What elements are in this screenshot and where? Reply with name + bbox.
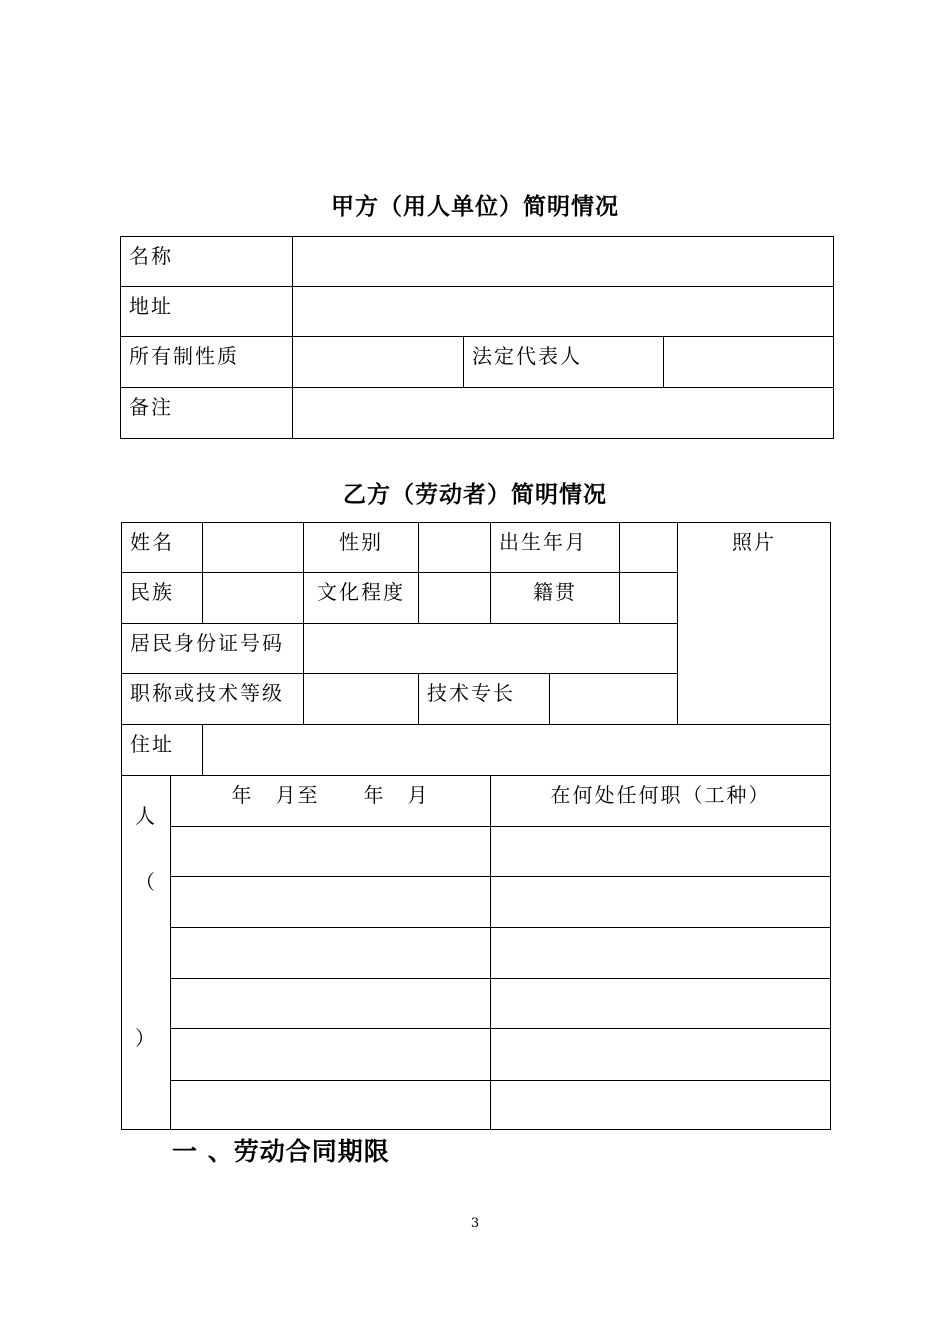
resume-position-field[interactable] (491, 928, 831, 979)
party-a-legal-rep-field[interactable] (664, 337, 834, 388)
party-b-gender-field[interactable] (419, 523, 491, 573)
party-b-ethnicity-label: 民族 (122, 573, 203, 624)
resume-position-header: 在何处任何职（工种） (491, 776, 831, 827)
resume-period-field[interactable] (171, 1029, 491, 1081)
party-b-skill-label: 技术专长 (419, 674, 550, 725)
party-b-education-field[interactable] (419, 573, 491, 624)
party-b-table (121, 522, 831, 1130)
party-b-title-label: 职称或技术等级 (122, 674, 304, 725)
resume-period-field[interactable] (171, 827, 491, 877)
party-b-ethnicity-field[interactable] (203, 573, 304, 624)
resume-period-field[interactable] (171, 877, 491, 928)
resume-period-field[interactable] (171, 1081, 491, 1130)
party-b-education-label: 文化程度 (304, 573, 419, 624)
resume-period-field[interactable] (171, 928, 491, 979)
party-a-remarks-label: 备注 (121, 388, 293, 439)
party-b-native-place-field[interactable] (620, 573, 678, 624)
party-b-skill-field[interactable] (550, 674, 678, 725)
party-b-birth-label: 出生年月 (491, 523, 620, 573)
resume-position-field[interactable] (491, 1029, 831, 1081)
party-b-residence-field[interactable] (203, 725, 831, 776)
resume-period-header: 年 月至 年 月 (171, 776, 491, 827)
party-a-title: 甲方（用人单位）简明情况 (331, 194, 619, 220)
party-a-address-field[interactable] (293, 287, 834, 337)
party-a-table (120, 236, 834, 439)
resume-side-label (122, 776, 171, 1130)
party-b-photo-cell[interactable]: 照片 (678, 523, 831, 725)
party-b-residence-label: 住址 (122, 725, 203, 776)
contract-term-heading: 一 、劳动合同期限 (172, 1137, 390, 1166)
resume-position-field[interactable] (491, 1081, 831, 1130)
party-a-name-field[interactable] (293, 237, 834, 287)
party-a-ownership-field[interactable] (293, 337, 464, 388)
resume-side-char-2: （ (135, 870, 157, 894)
party-b-name-field[interactable] (203, 523, 304, 573)
party-b-native-place-label: 籍贯 (491, 573, 620, 624)
resume-position-field[interactable] (491, 827, 831, 877)
page-number: 3 (470, 1216, 480, 1231)
party-b-name-label: 姓名 (122, 523, 203, 573)
party-b-gender-label: 性别 (304, 523, 419, 573)
party-b-title: 乙方（劳动者）简明情况 (343, 482, 607, 508)
resume-position-field[interactable] (491, 979, 831, 1029)
party-a-remarks-field[interactable] (293, 388, 834, 439)
party-b-birth-field[interactable] (620, 523, 678, 573)
party-a-address-label: 地址 (121, 287, 293, 337)
party-a-ownership-label: 所有制性质 (121, 337, 293, 388)
party-b-title-field[interactable] (304, 674, 419, 725)
party-b-id-label: 居民身份证号码 (122, 624, 304, 674)
resume-period-field[interactable] (171, 979, 491, 1029)
resume-position-field[interactable] (491, 877, 831, 928)
resume-side-char-1: 人 (135, 804, 157, 828)
resume-side-char-3: ） (135, 1026, 157, 1050)
party-b-id-field[interactable] (304, 624, 678, 674)
party-a-name-label: 名称 (121, 237, 293, 287)
party-a-legal-rep-label: 法定代表人 (464, 337, 664, 388)
